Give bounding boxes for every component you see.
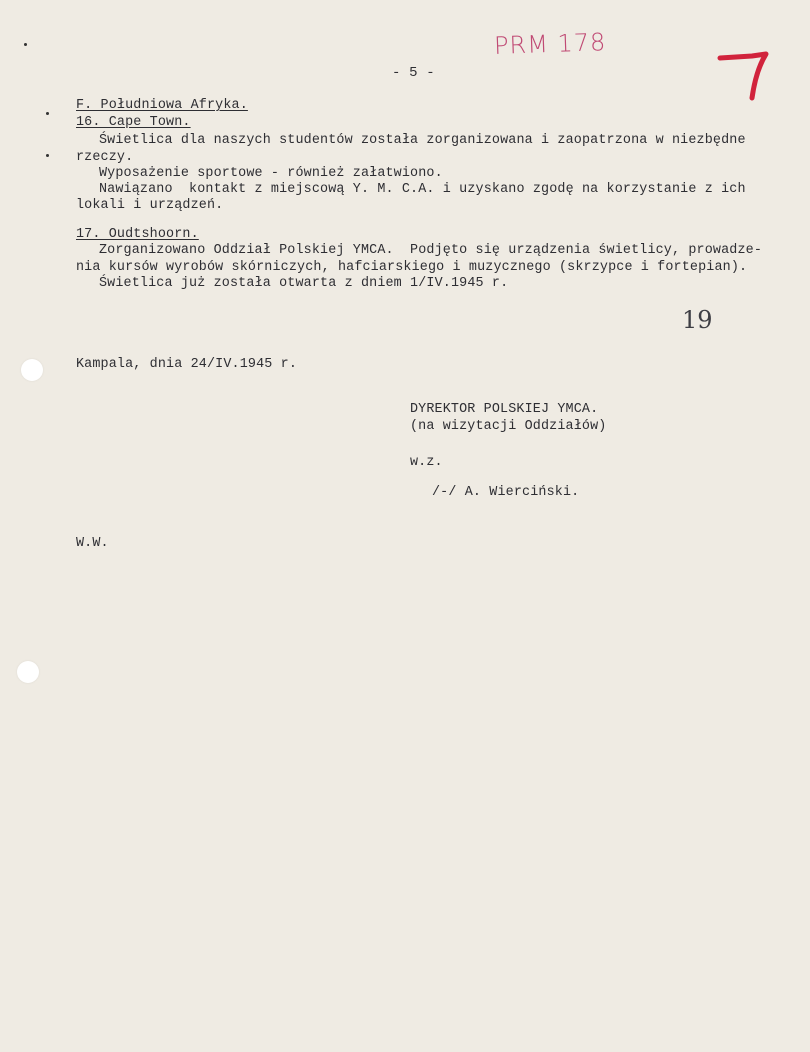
signature-subtitle: (na wizytacji Oddziałów) (410, 419, 607, 434)
item-line: nia kursów wyrobów skórniczych, hafciarskiego i muzycznego (skrzypce i fortepian). (76, 260, 748, 275)
item-title: 16. Cape Town. (76, 115, 191, 130)
punch-hole (17, 661, 39, 683)
item-line: Świetlica już została otwarta z dniem 1/IV.1945 r. (99, 276, 509, 291)
margin-dot (46, 112, 49, 115)
place-date: Kampala, dnia 24/IV.1945 r. (76, 357, 298, 372)
section-heading: F. Południowa Afryka. (76, 98, 248, 113)
punch-hole (21, 359, 43, 381)
red-handwritten-number (712, 46, 782, 102)
archive-reference: PRM 178 (493, 28, 607, 60)
item-line: lokali i urządzeń. (76, 198, 224, 213)
item-title: 17. Oudtshoorn. (76, 227, 199, 242)
item-line: rzeczy. (76, 150, 134, 165)
initials: W.W. (76, 536, 109, 551)
signature-wz: w.z. (410, 455, 443, 470)
item-line: Zorganizowano Oddział Polskiej YMCA. Podjęto się urządzenia świetlicy, prowadze- (99, 243, 763, 258)
item-line: Świetlica dla naszych studentów została zorganizowana i zaopatrzona w niezbędne (99, 133, 746, 148)
signature-title: DYREKTOR POLSKIEJ YMCA. (410, 402, 599, 417)
margin-dot (46, 154, 49, 157)
page-label: - 5 - (392, 65, 435, 81)
item-line: Wyposażenie sportowe - również załatwiono. (99, 166, 443, 181)
item-line: Nawiązano kontakt z miejscową Y. M. C.A. i uzyskano zgodę na korzystanie z ich (99, 182, 746, 197)
signature-name: /-/ A. Wierciński. (432, 485, 580, 500)
margin-dot (24, 43, 27, 46)
sheet-number: 19 (682, 306, 713, 334)
